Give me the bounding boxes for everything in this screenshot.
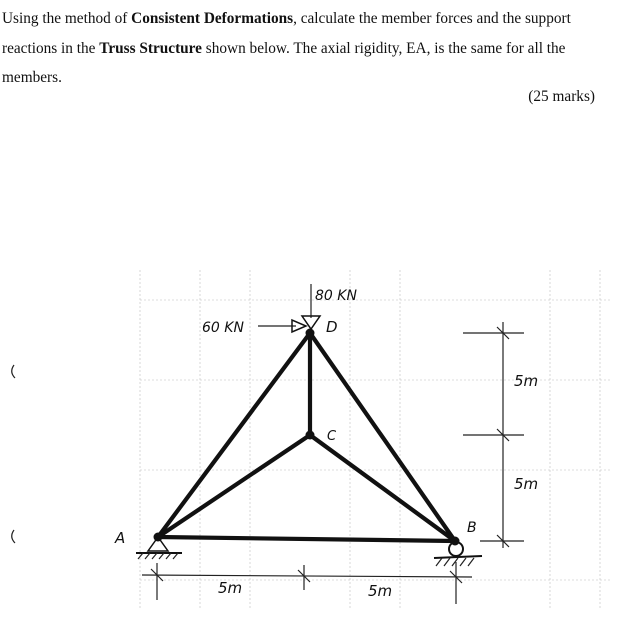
joint-d [306,329,315,338]
height-lower-label: 5m [514,475,539,493]
node-a-label: A [115,529,126,547]
vertical-load-label: 80 KN [315,288,357,304]
margin-mark-top [12,365,15,378]
marks-label: (25 marks) [528,88,595,105]
vertical-dimension-line [463,322,524,548]
joint-c [306,431,315,440]
span-left-label: 5m [218,579,243,597]
margin-mark-bottom [12,530,15,543]
horizontal-dimension-line [142,562,472,604]
roller-support-b [434,542,482,566]
horizontal-load-arrow [258,320,306,332]
question-text: Using the method of Consistent Deformations, calculate the member forces and the support reactions in the Truss Structure shown below. The axial rigidity, EA, is the same for all the members. [2,10,571,86]
node-c-label: C [327,429,337,444]
member-cb [310,435,455,541]
member-ac [158,435,310,537]
node-b-label: B [467,520,477,536]
height-upper-label: 5m [514,372,539,390]
node-d-label: D [326,318,338,336]
member-ad [158,333,310,537]
span-right-label: 5m [368,582,393,600]
structure-name: Truss Structure [99,39,202,57]
method-name: Consistent Deformations [131,10,294,27]
member-ab [158,537,455,541]
horizontal-load-label: 60 KN [202,320,244,336]
